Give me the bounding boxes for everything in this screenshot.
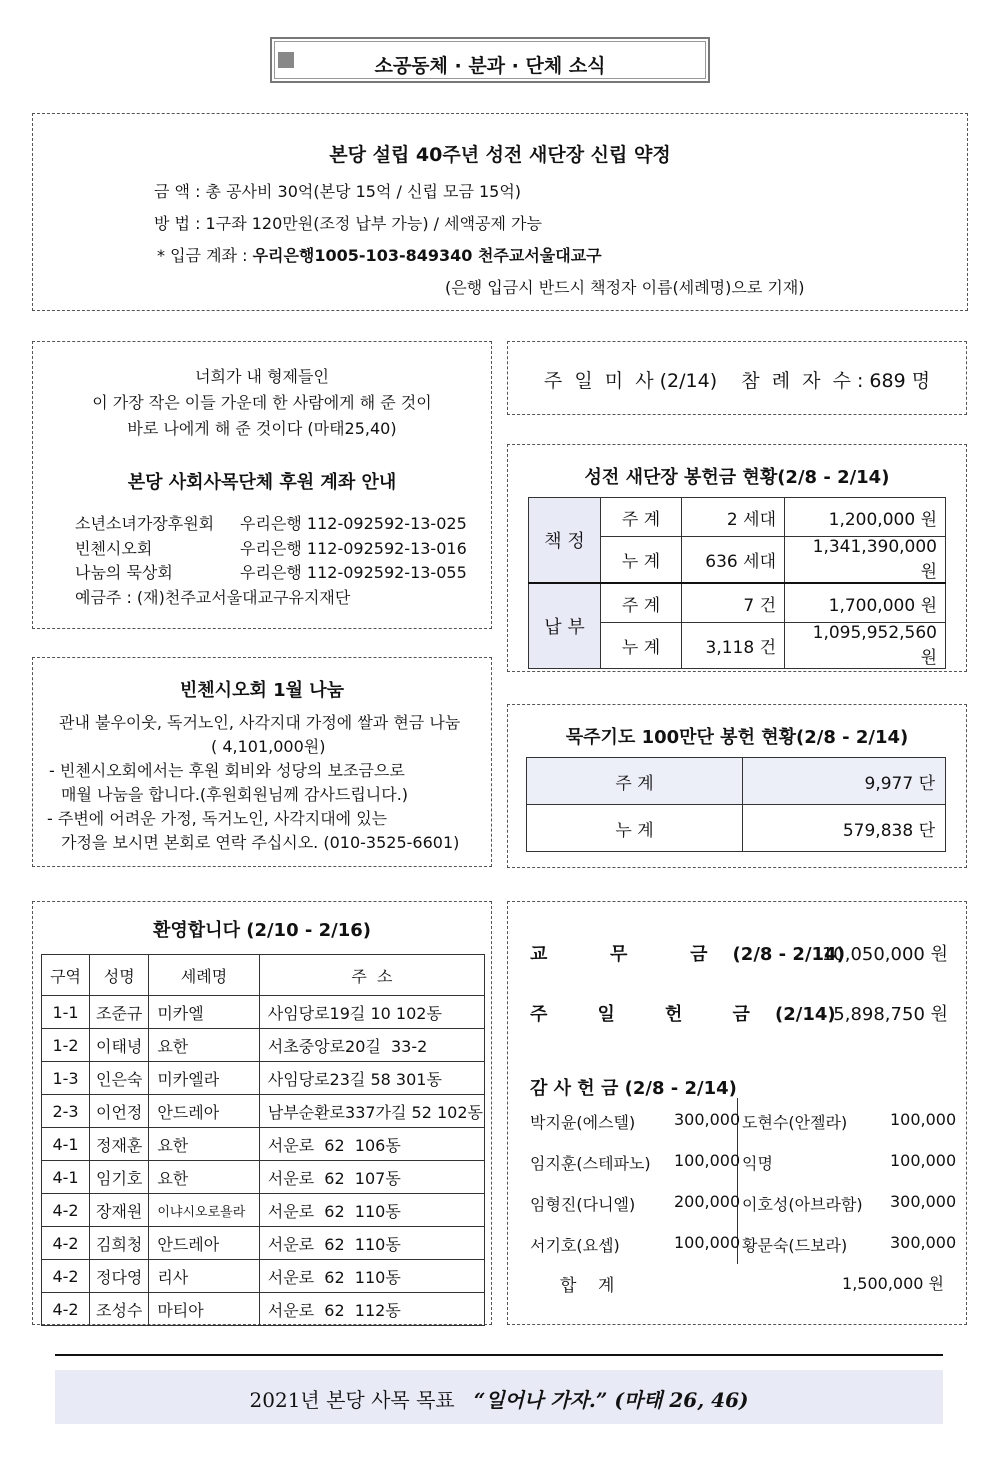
gift-amount: 100,000 (890, 1151, 957, 1170)
column-header: 성명 (90, 955, 149, 996)
row-amount: 1,095,952,560 원 (785, 623, 946, 669)
table-row (42, 1095, 485, 1128)
juil-label: 주 일 헌 금 (2/14) (530, 1004, 836, 1025)
table-row (42, 1161, 485, 1194)
table-row (42, 1128, 485, 1161)
baptismal-name-cell: 마티아 (149, 1293, 259, 1326)
renovation-title: 성전 새단장 봉헌금 현황(2/8 - 2/14) (584, 467, 890, 488)
name-cell: 임기호 (90, 1161, 149, 1194)
quote-line: 이 가장 작은 이들 가운데 한 사람에게 해 준 것이 (92, 393, 432, 412)
group-label: 납 부 (529, 583, 601, 669)
vincent-line: 가정을 보시면 본회로 연락 주십시오. (010-3525-6601) (61, 833, 460, 852)
rosary-table (526, 757, 946, 852)
scripture-quote (33, 364, 491, 442)
total-amount: 1,500,000 원 (842, 1274, 944, 1293)
account-row (75, 561, 467, 586)
rosary-title: 묵주기도 100만단 봉헌 현황(2/8 - 2/14) (565, 727, 909, 748)
section-title: 소공동체 · 분과 · 단체 소식 (374, 55, 606, 77)
district-cell: 1-1 (42, 996, 90, 1029)
gift-amount: 300,000 (674, 1110, 741, 1129)
baptismal-name-cell: 요한 (149, 1161, 259, 1194)
column-header: 세례명 (149, 955, 259, 996)
table-row (42, 1293, 485, 1326)
name-cell: 정다영 (90, 1260, 149, 1293)
gift-name: 황문숙(드보라) (742, 1236, 848, 1255)
name-cell: 정재훈 (90, 1128, 149, 1161)
footer-text (55, 1384, 943, 1413)
gift-name: 이호성(아브라함) (742, 1195, 863, 1214)
name-cell: 이언정 (90, 1095, 149, 1128)
section-header (270, 37, 710, 83)
table-row (527, 758, 946, 805)
gift-name: 임지훈(스테파노) (530, 1154, 651, 1173)
row-value: 9,977 단 (743, 758, 946, 805)
footer-divider (55, 1354, 943, 1356)
table-row (42, 1194, 485, 1227)
row-value: 579,838 단 (743, 805, 946, 852)
district-cell: 4-1 (42, 1128, 90, 1161)
row-key: 주 계 (527, 758, 743, 805)
address-cell: 서운로 62 110동 (259, 1227, 484, 1260)
baptismal-name-cell: 요한 (149, 1128, 259, 1161)
vincent-box (32, 657, 492, 867)
account-row (75, 512, 467, 537)
footer-prefix: 2021년 본당 사목 목표 (249, 1388, 455, 1412)
welcome-table-body (42, 996, 485, 1326)
kyomu-label: 교 무 금 (2/8 - 2/14) (530, 944, 845, 965)
table-row (42, 1029, 485, 1062)
gift-name: 도현수(안젤라) (742, 1113, 848, 1132)
address-cell: 서운로 62 112동 (259, 1293, 484, 1326)
footer-bar (55, 1370, 943, 1424)
address-cell: 서초중앙로20길 33-2 (259, 1029, 484, 1062)
account-number: 우리은행 112-092592-13-055 (240, 563, 467, 582)
pledge-amount: 금 액 : 총 공사비 30억(본당 15억 / 신립 모금 15억) (154, 182, 522, 201)
quote-line: 너희가 내 형제들인 (195, 367, 329, 386)
baptismal-name-cell: 요한 (149, 1029, 259, 1062)
table-row (529, 583, 946, 623)
renovation-table (528, 497, 946, 669)
vincent-line: 매월 나눔을 합니다.(후원회원님께 감사드립니다.) (61, 785, 409, 804)
row-count: 636 세대 (682, 537, 785, 584)
juil-amount: 5,898,750 원 (833, 1004, 948, 1025)
account-name: 나눔의 묵상회 (75, 563, 173, 582)
pledge-method: 방 법 : 1구좌 120만원(조정 납부 가능) / 세액공제 가능 (154, 214, 542, 233)
vincent-line: - 빈첸시오회에서는 후원 회비와 성당의 보조금으로 (49, 761, 405, 780)
welcome-title: 환영합니다 (2/10 - 2/16) (153, 920, 371, 941)
row-amount: 1,200,000 원 (785, 498, 946, 537)
address-cell: 서운로 62 110동 (259, 1260, 484, 1293)
district-cell: 4-2 (42, 1227, 90, 1260)
row-count: 3,118 건 (682, 623, 785, 669)
pledge-account-value: 우리은행1005-103-849340 천주교서울대교구 (252, 246, 602, 265)
gift-amount: 100,000 (674, 1233, 741, 1252)
pledge-account-label: * 입금 계좌 : (157, 246, 253, 265)
vincent-line: 관내 불우이웃, 독거노인, 사각지대 가정에 쌀과 현금 나눔 (59, 713, 461, 732)
welcome-box (32, 901, 492, 1325)
pledge-box (32, 113, 968, 311)
table-header-row (42, 955, 485, 996)
name-cell: 장재원 (90, 1194, 149, 1227)
table-row (42, 996, 485, 1029)
gift-name: 서기호(요셉) (530, 1236, 620, 1255)
table-row (42, 1062, 485, 1095)
district-cell: 1-2 (42, 1029, 90, 1062)
gift-amount: 200,000 (674, 1192, 741, 1211)
table-row (527, 805, 946, 852)
name-cell: 인은숙 (90, 1062, 149, 1095)
row-amount: 1,341,390,000 원 (785, 537, 946, 584)
total-label: 합 계 (560, 1276, 615, 1296)
address-cell: 서운로 62 107동 (259, 1161, 484, 1194)
baptismal-name-cell: 미카엘 (149, 996, 259, 1029)
row-key: 누 계 (527, 805, 743, 852)
account-number: 우리은행 112-092592-13-016 (240, 538, 467, 558)
account-list (75, 512, 467, 610)
attendance-text: 주 일 미 사 (2/14) 참 례 자 수 : 689 명 (543, 370, 931, 392)
gift-name: 익명 (742, 1154, 773, 1173)
gift-amount: 100,000 (890, 1110, 957, 1129)
baptismal-name-cell: 리사 (149, 1260, 259, 1293)
quote-line: 바로 나에게 해 준 것이다 (마태25,40) (127, 419, 397, 438)
row-key: 누 계 (601, 537, 682, 584)
name-cell: 김희청 (90, 1227, 149, 1260)
gratitude-title: 감 사 헌 금 (2/8 - 2/14) (530, 1078, 737, 1099)
address-cell: 사임당로19길 10 102동 (259, 996, 484, 1029)
district-cell: 4-2 (42, 1194, 90, 1227)
account-name: 빈첸시오회 (75, 538, 153, 558)
baptismal-name-cell: 미카엘라 (149, 1062, 259, 1095)
welcome-table (41, 954, 485, 1326)
rosary-box (507, 704, 967, 868)
address-cell: 서운로 62 106동 (259, 1128, 484, 1161)
name-cell: 조성수 (90, 1293, 149, 1326)
vincent-title: 빈첸시오회 1월 나눔 (179, 680, 345, 701)
gift-amount: 300,000 (890, 1192, 957, 1211)
gift-name: 박지윤(에스텔) (530, 1113, 636, 1132)
attendance-box (507, 341, 967, 415)
address-cell: 사임당로23길 58 301동 (259, 1062, 484, 1095)
pledge-title: 본당 설립 40주년 성전 새단장 신립 약정 (329, 144, 671, 166)
name-cell: 이태녕 (90, 1029, 149, 1062)
row-amount: 1,700,000 원 (785, 583, 946, 623)
pledge-account (157, 243, 602, 266)
row-count: 2 세대 (682, 498, 785, 537)
account-name: 소년소녀가장후원회 (75, 514, 215, 533)
column-header: 주 소 (259, 955, 484, 996)
row-key: 누 계 (601, 623, 682, 669)
row-key: 주 계 (601, 498, 682, 537)
column-header: 구역 (42, 955, 90, 996)
pledge-note: (은행 입금시 반드시 책정자 이름(세례명)으로 기재) (445, 278, 805, 297)
address-cell: 남부순환로337가길 52 102동 (259, 1095, 484, 1128)
support-box (32, 341, 492, 629)
renovation-box (507, 444, 967, 672)
name-cell: 조준규 (90, 996, 149, 1029)
district-cell: 1-3 (42, 1062, 90, 1095)
table-row (529, 498, 946, 537)
finance-box (507, 901, 967, 1325)
gift-amount: 100,000 (674, 1151, 741, 1170)
account-row (75, 537, 467, 562)
district-cell: 4-1 (42, 1161, 90, 1194)
kyomu-amount: 10,050,000 원 (821, 944, 948, 965)
vincent-line: - 주변에 어려운 가정, 독거노인, 사각지대에 있는 (47, 809, 388, 828)
support-title: 본당 사회사목단체 후원 계좌 안내 (127, 472, 397, 493)
depositor: 예금주 : (재)천주교서울대교구유지재단 (75, 587, 351, 607)
table-row (42, 1260, 485, 1293)
vincent-line: ( 4,101,000원) (211, 737, 326, 756)
table-row (42, 1227, 485, 1260)
baptismal-name-cell: 안드레아 (149, 1095, 259, 1128)
district-cell: 4-2 (42, 1293, 90, 1326)
baptismal-name-cell: 이냐시오로욜라 (149, 1194, 259, 1227)
gift-amount: 300,000 (890, 1233, 957, 1252)
footer-motto: “일어나 가자.” (마태 26, 46) (473, 1388, 749, 1412)
baptismal-name-cell: 안드레아 (149, 1227, 259, 1260)
group-label: 책 정 (529, 498, 601, 584)
address-cell: 서운로 62 110동 (259, 1194, 484, 1227)
account-number: 우리은행 112-092592-13-025 (240, 514, 467, 533)
gift-name: 임형진(다니엘) (530, 1195, 636, 1214)
district-cell: 4-2 (42, 1260, 90, 1293)
district-cell: 2-3 (42, 1095, 90, 1128)
row-key: 주 계 (601, 583, 682, 623)
row-count: 7 건 (682, 583, 785, 623)
